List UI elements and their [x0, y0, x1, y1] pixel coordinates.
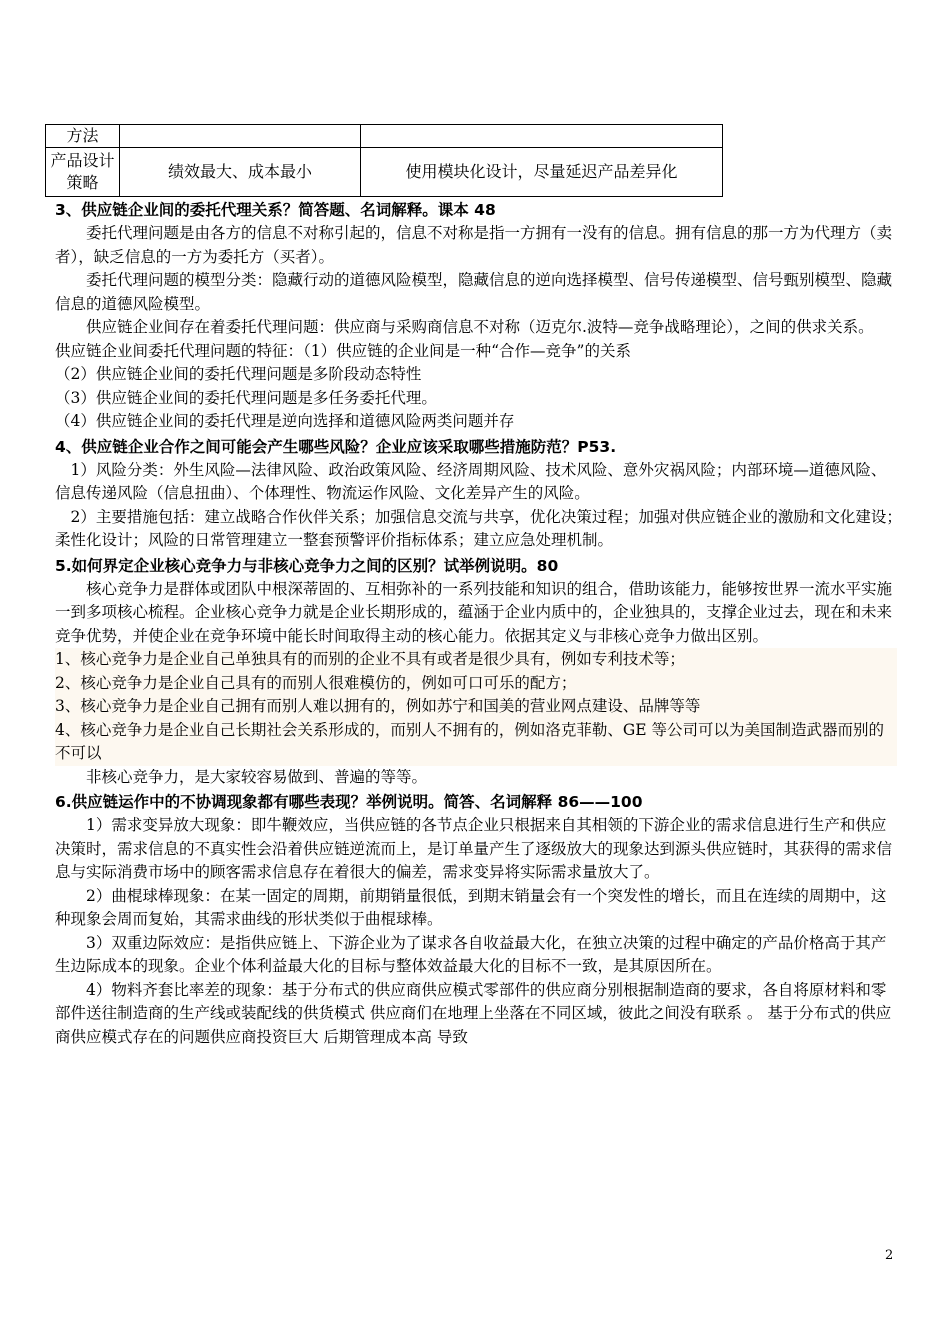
table-cell-label: 产品设计策略 [46, 148, 120, 197]
paragraph: 1）需求变异放大现象：即牛鞭效应，当供应链的各节点企业只根据来自其相领的下游企业的需求信息进行生产和供应决策时，需求信息的不真实性会沿着供应链逆流而上，是订单量产生了逐级放大的现象达到源头供应链时，其获得的需求信息与实际消费市场中的顾客需求信息存在着很大的偏差，需求变异将实际需求量放大了。 [55, 816, 893, 881]
paragraph: 非核心竞争力，是大家较容易做到、普遍的等等。 [86, 767, 428, 786]
paragraph: 2）主要措施包括：建立战略合作伙伴关系；加强信息交流与共享，优化决策过程；加强对供应链企业的激励和文化建设； 柔性化设计；风险的日常管理建立一整套预警评价指标体系；建立应急处理机制。 [55, 507, 910, 549]
table-cell: 使用模块化设计，尽量延迟产品差异化 [361, 148, 723, 197]
strategy-table [45, 124, 723, 197]
paragraph: 1）风险分类：外生风险—法律风险、政治政策风险、经济周期风险、技术风险、意外灾祸风险；内部环境—道德风险、信息传递风险（信息扭曲）、个体理性、物流运作风险、文化差异产生的风险。 [55, 460, 887, 502]
table-row [46, 125, 723, 148]
list-item: 2、核心竞争力是企业自己具有的而别人很难模仿的，例如可口可乐的配方； [55, 672, 897, 696]
table-cell [361, 125, 723, 148]
list-item: （2）供应链企业间的委托代理问题是多阶段动态特性 [55, 365, 422, 383]
list-item: 3、核心竞争力是企业自己拥有而别人难以拥有的，例如苏宁和国美的营业网点建设、品牌等等 [55, 695, 897, 719]
paragraph: 4）物料齐套比率差的现象：基于分布式的供应商供应模式零部件的供应商分别根据制造商的要求，各自将原材料和零部件送往制造商的生产线或装配线的供货模式 供应商们在地理上坐落在不同区域，彼此之间没有联系 。 基于分布式的供应商供应模式存在的问题供应商投资巨大 后期管理成本高 导致 [55, 980, 892, 1046]
table-cell-label: 方法 [46, 125, 120, 148]
paragraph: 3）双重边际效应：是指供应链上、下游企业为了谋求各自收益最大化，在独立决策的过程中确定的产品价格高于其产生边际成本的现象。企业个体利益最大化的目标与整体效益最大化的目标不一致，是其原因所在。 [55, 933, 887, 975]
table-cell: 绩效最大、成本最小 [120, 148, 361, 197]
document-page [50, 124, 910, 1049]
paragraph: 委托代理问题的模型分类：隐藏行动的道德风险模型，隐藏信息的逆向选择模型、信号传递模型、信号甄别模型、隐藏信息的道德风险模型。 [55, 271, 893, 313]
paragraph: 2）曲棍球棒现象：在某一固定的周期，前期销量很低，到期末销量会有一个突发性的增长，而且在连续的周期中，这种现象会周而复始，其需求曲线的形状类似于曲棍球棒。 [55, 886, 887, 928]
list-item: （4）供应链企业间的委托代理是逆向选择和道德风险两类问题并存 [55, 412, 515, 430]
section-heading: 6.供应链运作中的不协调现象都有哪些表现？举例说明。简答、名词解释 86——100 [55, 793, 643, 811]
table-cell [120, 125, 361, 148]
list-item: 4、核心竞争力是企业自己长期社会关系形成的，而别人不拥有的，例如洛克菲勒、GE 等公司可以为美国制造武器而别的不可以 [55, 719, 897, 766]
paragraph: 供应链企业间存在着委托代理问题：供应商与采购商信息不对称（迈克尔.波特—竞争战略理论），之间的供求关系。 供应链企业间委托代理问题的特征：（1）供应链的企业间是一种“合作—竞争”的关系 [55, 318, 897, 360]
table-row [46, 148, 723, 197]
section-heading: 4、供应链企业合作之间可能会产生哪些风险？企业应该采取哪些措施防范？P53. [55, 437, 617, 456]
section-heading: 5.如何界定企业核心竞争力与非核心竞争力之间的区别？试举例说明。80 [55, 556, 559, 575]
section-heading: 3、供应链企业间的委托代理关系？简答题、名词解释。课本 48 [55, 201, 496, 219]
page-number: 2 [885, 1248, 894, 1263]
paragraph: 核心竞争力是群体或团队中根深蒂固的、互相弥补的一系列技能和知识的组合，借助该能力，能够按世界一流水平实施一到多项核心梳程。企业核心竞争力就是企业长期形成的，蕴涵于企业内质中的，企业独具的，支撑企业过去，现在和未来竞争优势，并使企业在竞争环境中能长时间取得主动的核心能力。依据其定义与非核心竞争力做出区别。 [55, 579, 893, 645]
list-item: （3）供应链企业间的委托代理问题是多任务委托代理。 [55, 388, 437, 407]
list-item: 1、核心竞争力是企业自己单独具有的而别的企业不具有或者是很少具有，例如专利技术等； [55, 648, 897, 672]
paragraph: 委托代理问题是由各方的信息不对称引起的，信息不对称是指一方拥有一没有的信息。拥有信息的那一方为代理方（卖者），缺乏信息的一方为委托方（买者）。 [55, 224, 893, 266]
